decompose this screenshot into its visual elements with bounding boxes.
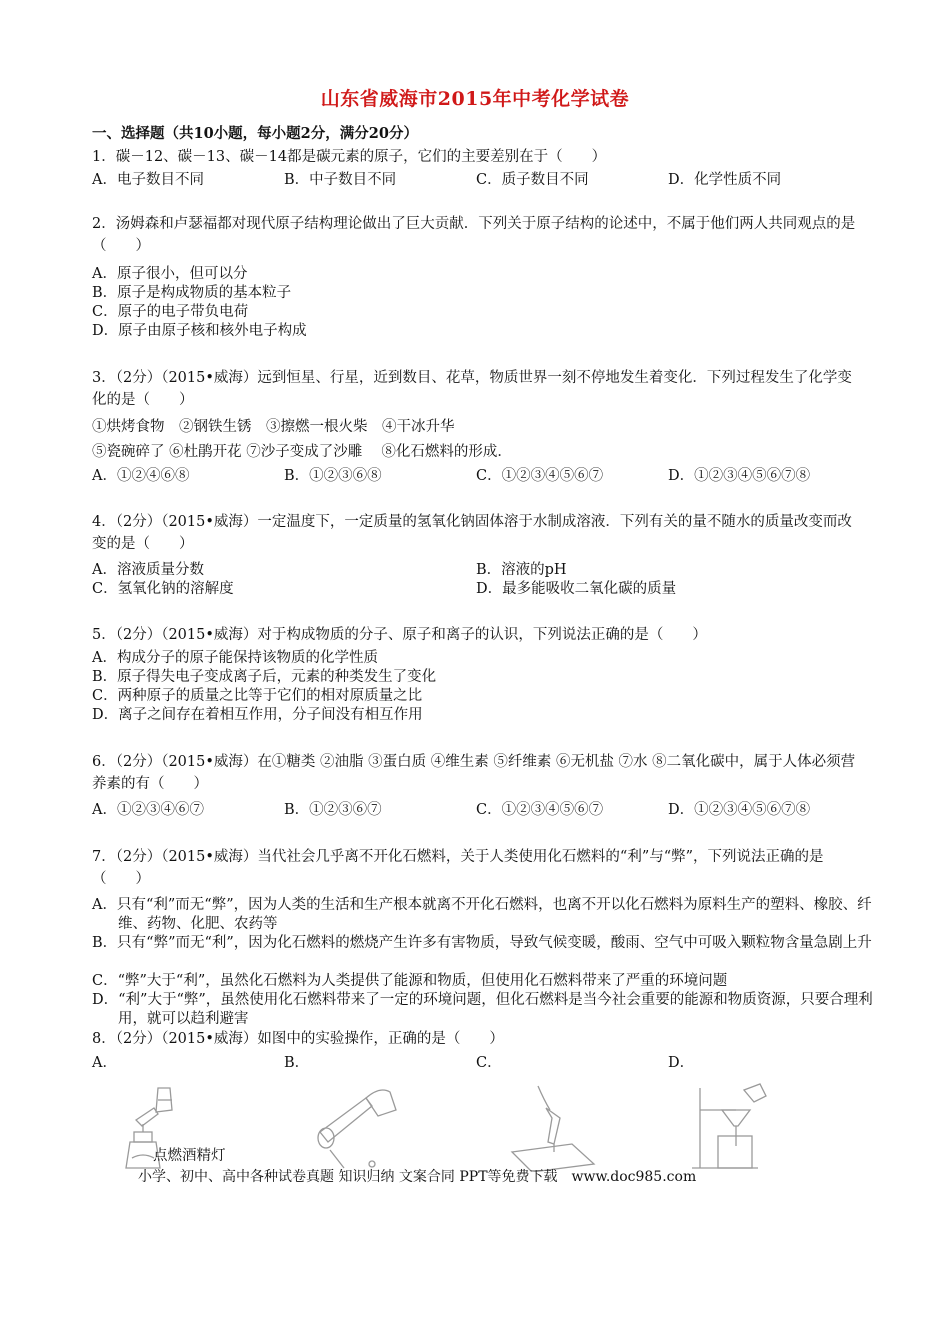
q4-option-a: A．溶液质量分数 bbox=[92, 562, 204, 578]
q7-option-c: C．“弊”大于“利”，虽然化石燃料为人类提供了能源和物质，但使用化石燃料带来了严重的环境问题 bbox=[92, 973, 728, 989]
q6-stem: 6．（2分）（2015•威海）在①糖类 ②油脂 ③蛋白质 ④维生素 ⑤纤维素 ⑥无机盐 ⑦水 ⑧二氧化碳中，属于人体必须营养素的有（ ） bbox=[92, 754, 856, 792]
q6-option-b: B．①②③⑥⑦ bbox=[284, 802, 382, 818]
q6-option-d: D．①②③④⑤⑥⑦⑧ bbox=[668, 802, 811, 818]
q1-option-c: C．质子数目不同 bbox=[476, 172, 589, 188]
figure-b-test-tube bbox=[300, 1080, 420, 1172]
q3-option-b: B．①②③⑥⑧ bbox=[284, 468, 382, 484]
q7-option-d: D．“利”大于“弊”，虽然使用化石燃料带来了一定的环境问题，但化石燃料是当今社会重要的能源和物质资源，只要合理利用，就可以趋利避害 bbox=[92, 992, 873, 1027]
q5-option-a: A．构成分子的原子能保持该物质的化学性质 bbox=[92, 650, 378, 666]
q1-option-d: D．化学性质不同 bbox=[668, 172, 782, 188]
q3-option-d: D．①②③④⑤⑥⑦⑧ bbox=[668, 468, 811, 484]
q8-option-a: A． bbox=[92, 1055, 117, 1071]
q5-option-c: C．两种原子的质量之比等于它们的相对原质量之比 bbox=[92, 688, 423, 704]
q2-option-c: C．原子的电子带负电荷 bbox=[92, 304, 249, 320]
q2-stem: 2．汤姆森和卢瑟福都对现代原子结构理论做出了巨大贡献．下列关于原子结构的论述中，不属于他们两人共同观点的是（ ） bbox=[92, 216, 856, 254]
q2-option-a: A．原子很小，但可以分 bbox=[92, 266, 248, 282]
q2-option-b: B．原子是构成物质的基本粒子 bbox=[92, 285, 292, 301]
q3-stem: 3．（2分）（2015•威海）远到恒星、行星，近到数目、花草，物质世界一刻不停地发生着变化．下列过程发生了化学变化的是（ ） bbox=[92, 370, 852, 408]
q7-option-b: B．只有“弊”而无“利”，因为化石燃料的燃烧产生许多有害物质，导致气候变暖，酸雨、空气中可吸入颗粒物含量急剧上升 bbox=[92, 935, 872, 951]
q3-items-line2: ⑤瓷碗碎了 ⑥杜鹃开花 ⑦沙子变成了沙雕 ⑧化石燃料的形成． bbox=[92, 444, 512, 460]
figure-a-caption: 点燃酒精灯 bbox=[153, 1148, 226, 1164]
q8-option-c: C． bbox=[476, 1055, 502, 1071]
q3-option-c: C．①②③④⑤⑥⑦ bbox=[476, 468, 604, 484]
q3-option-a: A．①②④⑥⑧ bbox=[92, 468, 190, 484]
q8-option-b: B． bbox=[284, 1055, 310, 1071]
q2-option-d: D．原子由原子核和核外电子构成 bbox=[92, 323, 307, 339]
section-heading: 一、选择题（共10小题，每小题2分，满分20分） bbox=[92, 125, 418, 142]
q7-stem: 7．（2分）（2015•威海）当代社会几乎离不开化石燃料，关于人类使用化石燃料的“利”与“弊”，下列说法正确的是（ ） bbox=[92, 849, 824, 887]
footer-ad: 小学、初中、高中各种试卷真题 知识归纳 文案合同 PPT等免费下载 www.doc985.com bbox=[138, 1169, 697, 1185]
q1-option-a: A．电子数目不同 bbox=[92, 172, 204, 188]
figure-d-filtration bbox=[688, 1080, 788, 1172]
q6-option-a: A．①②③④⑥⑦ bbox=[92, 802, 204, 818]
q8-stem: 8．（2分）（2015•威海）如图中的实验操作，正确的是（ ） bbox=[92, 1031, 504, 1047]
q3-items-line1: ①烘烤食物 ②钢铁生锈 ③擦燃一根火柴 ④干冰升华 bbox=[92, 419, 455, 435]
q5-option-d: D．离子之间存在着相互作用，分子间没有相互作用 bbox=[92, 707, 423, 723]
figure-c-dropper bbox=[502, 1080, 602, 1172]
q4-option-b: B．溶液的pH bbox=[476, 562, 567, 578]
q4-option-c: C．氢氧化钠的溶解度 bbox=[92, 581, 234, 597]
q4-option-d: D．最多能吸收二氧化碳的质量 bbox=[476, 581, 677, 597]
page-title: 山东省威海市2015年中考化学试卷 bbox=[320, 88, 630, 110]
q1-stem: 1．碳－12、碳－13、碳－14都是碳元素的原子，它们的主要差别在于（ ） bbox=[92, 149, 607, 165]
q5-option-b: B．原子得失电子变成离子后，元素的种类发生了变化 bbox=[92, 669, 437, 685]
q5-stem: 5．（2分）（2015•威海）对于构成物质的分子、原子和离子的认识，下列说法正确的是（ ） bbox=[92, 627, 707, 643]
q7-option-a: A．只有“利”而无“弊”，因为人类的生活和生产根本就离不开化石燃料，也离不开以化石燃料为原料生产的塑料、橡胶、纤维、药物、化肥、农药等 bbox=[92, 897, 872, 932]
q6-option-c: C．①②③④⑤⑥⑦ bbox=[476, 802, 604, 818]
q4-stem: 4．（2分）（2015•威海）一定温度下，一定质量的氢氧化钠固体溶于水制成溶液．下列有关的量不随水的质量改变而改变的是（ ） bbox=[92, 514, 852, 552]
q1-option-b: B．中子数目不同 bbox=[284, 172, 397, 188]
q8-option-d: D． bbox=[668, 1055, 695, 1071]
